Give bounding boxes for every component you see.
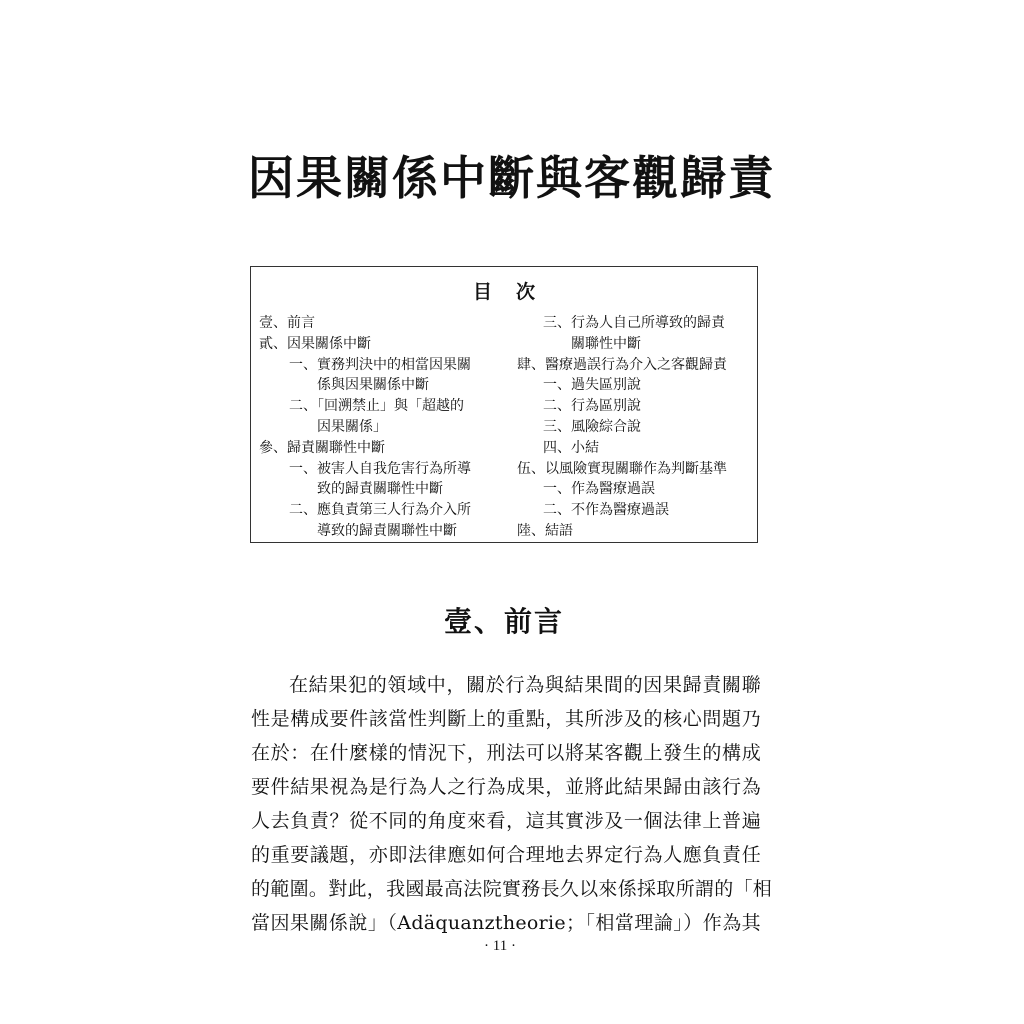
table-of-contents [250, 266, 758, 543]
toc-entry: 一、實務判決中的相當因果關 [289, 356, 471, 373]
toc-entry: 貳、因果關係中斷 [259, 335, 371, 352]
toc-entry: 因果關係」 [317, 418, 387, 435]
toc-entry: 三、風險綜合說 [543, 418, 641, 435]
toc-entry: 二、不作為醫療過誤 [543, 502, 669, 519]
body-line: 的重要議題，亦即法律應如何合理地去界定行為人應負責任 [251, 844, 761, 866]
toc-left-column [259, 313, 471, 542]
body-line: 要件結果視為是行為人之行為成果，並將此結果歸由該行為 [251, 776, 761, 798]
body-line: 當因果關係說」（Adäquanztheorie；「相當理論」）作為其 [251, 912, 761, 934]
toc-entry: 係與因果關係中斷 [317, 377, 429, 394]
toc-entry: 壹、前言 [259, 315, 315, 331]
body-line: 在結果犯的領域中，關於行為與結果間的因果歸責關聯 [289, 674, 761, 696]
page-title: 因果關係中斷與客觀歸責 [248, 151, 776, 205]
toc-right-column [517, 313, 727, 542]
section-heading: 壹、前言 [443, 605, 564, 638]
toc-entry: 陸、結語 [517, 522, 573, 539]
toc-entry: 伍、以風險實現關聯作為判斷基準 [517, 460, 727, 477]
toc-entry: 導致的歸責關聯性中斷 [317, 522, 457, 539]
toc-entry: 致的歸責關聯性中斷 [317, 481, 443, 498]
toc-entry: 二、行為區別說 [543, 398, 641, 415]
toc-entry: 二、「回溯禁止」與「超越的 [289, 398, 464, 415]
toc-entry: 一、過失區別說 [543, 377, 641, 394]
body-line: 性是構成要件該當性判斷上的重點，其所涉及的核心問題乃 [251, 708, 761, 730]
toc-entry: 四、小結 [543, 439, 599, 456]
toc-entry: 一、被害人自我危害行為所導 [289, 460, 471, 477]
toc-entry: 肆、醫療過誤行為介入之客觀歸責 [517, 356, 727, 373]
body-line: 人去負責？從不同的角度來看，這其實涉及一個法律上普遍 [251, 810, 761, 832]
body-line: 的範圍。對此，我國最高法院實務長久以來係採取所謂的「相 [251, 878, 773, 900]
body-paragraph [251, 668, 773, 940]
toc-entry: 二、應負責第三人行為介入所 [289, 502, 471, 519]
toc-heading: 目次 [472, 281, 559, 303]
toc-entry: 參、歸責關聯性中斷 [259, 439, 385, 456]
toc-entry: 一、作為醫療過誤 [543, 481, 655, 498]
toc-entry: 關聯性中斷 [571, 335, 641, 352]
page-number: · 11 · [484, 938, 516, 954]
body-line: 在於：在什麼樣的情況下，刑法可以將某客觀上發生的構成 [251, 742, 761, 764]
toc-entry: 三、行為人自己所導致的歸責 [543, 315, 725, 331]
